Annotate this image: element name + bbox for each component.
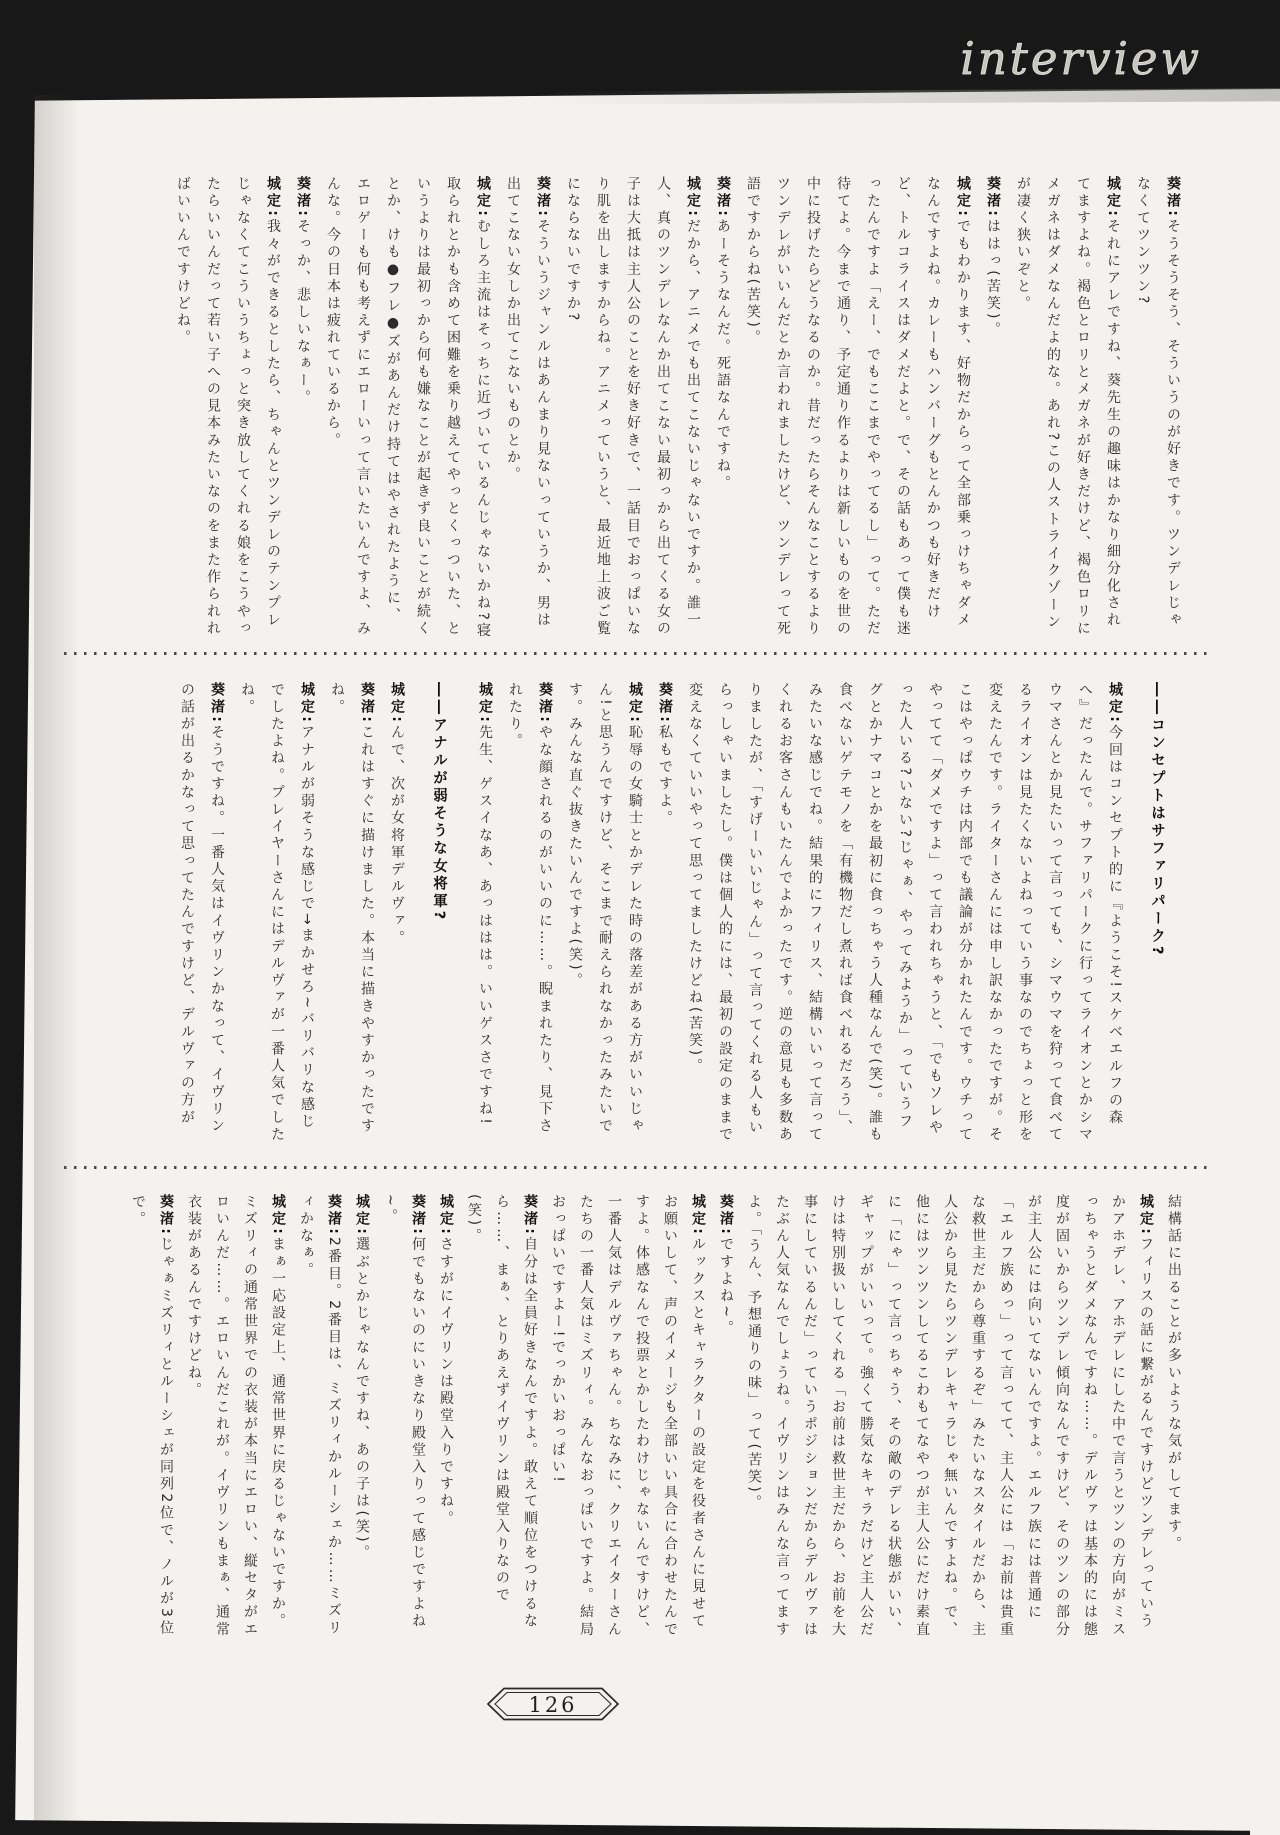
text-block-2 — [172, 682, 1188, 1147]
dialogue-paragraph: 城定:それにアレですね、葵先生の趣味はかなり細分化されてますよね。褐色とロリとメガネが好きだけど、褐色ロリにメガネはダメなんだよ的な。あれ?この人ストライクゾーンが凄く狭いぞと。 — [1015, 176, 1121, 638]
dialogue-paragraph: 葵渚:やな顔されるのがいいのに……。睨まれたり、見下されたり。 — [507, 682, 553, 1136]
speaker-label: 葵渚: — [657, 682, 673, 725]
dialogue-paragraph: 城定:さすがにイヴリンは殿堂入りですね。 — [438, 1194, 454, 1528]
page-number: 126 — [528, 1692, 578, 1717]
speaker-label: 城定: — [299, 682, 315, 725]
speaker-label: 城定: — [354, 1194, 370, 1237]
dialogue-paragraph: 葵渚:そうですね。一番人気はイヴリンかなって、イヴリンの話が出るかなって思ってたんですけど、デルヴァの方が — [179, 682, 225, 1136]
dialogue-paragraph: 葵渚:何でもないのにいきなり殿堂入りって感じですよね~。 — [382, 1194, 426, 1631]
speaker-label: 葵渚: — [718, 1194, 734, 1237]
speaker-label: 城定: — [438, 1194, 454, 1237]
interview-header: interview — [960, 32, 1202, 85]
dialogue-paragraph: 城定:今回はコンセプト的に『ようこそ!スケベエルフの森へ』だったんで。サファリパークに行ってライオンとかシマウマさんとか見たいって言っても、シマウマを狩って食べてるライオンは見たくないよねっていう事なのでちょっと形を変えたんです。ライターさんには申し訳なかったですが。そこはやっぱウチは内部でも議論が分かれたんです。ウチってやってて「ダメですよ」って言われちゃうと、「でもソレやった人いる?いない?じゃぁ、やってみようか」っていうフグとかナマコとかを最初に食っちゃう人種なんで(笑)。誰も食べないゲテモノを「有機物だし煮れば食べれるだろう」、みたいな感じでね。結果的にフィリス、結構いいって言ってくれるお客さんもいたんでよかったです。逆の意見も多数ありましたが、「すげーいいじゃん」って言ってくれる人もいらっしゃいましたし。僕は個人的には、最初の設定のままで変えなくていいやって思ってましたけどね(苦笑)。 — [687, 682, 1123, 1144]
dialogue-paragraph: 城定:でもわかります、好物だからって全部乗っけちゃダメなんですよね。カレーもハンバーグもとんかつも好きだけど、トルコライスはダメだよと。で、その話もあって僕も迷ったんですよ「えー、でもここまでやってるし」って。ただ待てよ。今まで通り、予定通り作るよりは新しいものを世の中に投げたらどうなるのか。昔だったらそんなことするよりツンデレがいいんだとか言われましたけど、ツンデレって死語ですからね(苦笑)。 — [745, 176, 971, 638]
speaker-label: 城定: — [1107, 682, 1123, 725]
dialogue-paragraph: 城定:むしろ主流はそっちに近づいているんじゃないかね?寝取られとかも含めて困難を乗り越えてやっとくっついた、というよりは最初っから何も嫌なことが起きず良いことが続くとか、けも●フレ●ズがあんだけ持てはやされたように、エロゲーも何も考えずにエローいって言いたいんですよ、みんな。今の日本は疲れているから。 — [325, 176, 491, 640]
dialogue-paragraph: 城定:我々ができるとしたら、ちゃんとツンデレのテンプレじゃなくてこういうちょっと突き放してくれる娘をこうやったらいいんだって若い子への見本みたいなのをまた作られればいいんですけどね。 — [175, 176, 281, 638]
speaker-label: 葵渚: — [326, 1194, 342, 1237]
dialogue-paragraph: 葵渚:これはすぐに描けました。本当に描きやすかったですね。 — [329, 682, 375, 1136]
dialogue-paragraph: 葵渚:ですよね~。 — [718, 1194, 734, 1338]
speaker-label: 城定: — [1138, 1194, 1154, 1237]
dialogue-paragraph: 城定:ルックスとキャラクターの設定を役者さんに見せてお願いして、声のイメージも全部いい具合に合わせたんですよ。体感なんで投票とかしたわけじゃないんですけど、一番人気はデルヴァちゃん。ちなみに、クリエイターさんたちの一番人気はミズリィ。みんなおっぱいですよ。結局おっぱいですよー!でっかいおっぱい! — [550, 1194, 706, 1639]
speaker-label: 葵渚: — [295, 176, 311, 219]
section-heading: ――コンセプトはサファリパーク? — [1149, 682, 1165, 958]
speaker-label: 葵渚: — [537, 682, 553, 725]
speaker-label: 葵渚: — [158, 1194, 174, 1237]
dialogue-paragraph: 葵渚:そういうジャンルはあんまり見ないっていうか、男は出てこない女しか出てこないものとか。 — [505, 176, 551, 630]
speaker-label: 城定: — [477, 682, 493, 725]
dialogue-paragraph: 城定:フィリスの話に繋がるんですけどツンデレっていうかアホデレ、アホデレにした中で言うとツンの方向がミスっちゃうとダメなんですね……。デルヴァは基本的には態度が固いからツンデレ傾向なんですけど、そのツンの部分が主人公には向いてないんですよ。エルフ族には普通に「エルフ族めっ」って言ってて、主人公には「お前は貴重な救世主だから尊重するぞ」みたいなスタイルだから、主人公から見たらツンデレキャラじゃ無いんですよね。で、他にはツンツンしてるこわもてなやつが主人公にだけ素直に「にゃ」って言っちゃう、その敵のデレる状態がいい、ギャップがいいって。強くて勝気なキャラだけど主人公だけは特別扱いしてくれる「お前は救世主だから、お前を大事にしているんだ」っていうポジションだからデルヴァはたぶん人気なんでしょうね。イヴリンはみんな言ってますよ。「うん、予想通りの味」って(苦笑)。 — [746, 1194, 1154, 1639]
dialogue-paragraph: 葵渚:そうそうそう、そういうのが好きです。ツンデレじゃなくてツンツン? — [1135, 176, 1181, 630]
dialogue-paragraph: 城定:アナルが弱そうな感じで→まかせろ~バリバリな感じでしたよね。プレイヤーさんにはデルヴァが一番人気でしたね。 — [239, 682, 315, 1144]
speaker-label: 葵渚: — [535, 176, 551, 219]
dialogue-paragraph: 葵渚:自分は全員好きなんですよ。敢えて順位をつけるなら……、まぁ、とりあえずイヴリンは殿堂入りなので(笑)。 — [466, 1194, 538, 1631]
dotted-divider-1 — [64, 652, 1207, 655]
speaker-label: 城定: — [1105, 176, 1121, 219]
speaker-label: 城定: — [690, 1194, 706, 1237]
speaker-label: 葵渚: — [715, 176, 731, 219]
speaker-label: 葵渚: — [1165, 176, 1181, 219]
dialogue-paragraph: 城定:選ぶとかじゃなんですね、あの子は(笑)。 — [354, 1194, 370, 1562]
speaker-label: 葵渚: — [522, 1194, 538, 1237]
text-block-1 — [168, 176, 1188, 641]
dialogue-paragraph: 城定:だから、アニメでも出てこないじゃないですか。誰一人、真のツンデレなんか出てこない最初っから出てくる女の子は大抵は主人公のことを好き好きで、一話目でおっぱいなり肌を出しますからね。アニメっていうと、最近地上波ご覧にならないですか? — [565, 176, 701, 638]
dialogue-paragraph: 葵渚:じゃぁミズリィとルーシェが同列2位で、ノルが3位で。 — [130, 1194, 174, 1638]
section-heading: ――アナルが弱そうな女将軍? — [431, 682, 447, 923]
dialogue-continuation: 結構話に出ることが多いような気がしてます。 — [1166, 1194, 1182, 1554]
speaker-label: 城定: — [389, 682, 405, 725]
page-gutter-shadow — [34, 95, 80, 1835]
speaker-label: 城定: — [627, 682, 643, 725]
dialogue-paragraph: 葵渚:そっか、悲しいなぁー。 — [295, 176, 311, 408]
speaker-label: 葵渚: — [410, 1194, 426, 1237]
dialogue-paragraph: 葵渚:2番目。2番目は、ミズリィかルーシェか……ミズリィかなぁ。 — [298, 1194, 342, 1638]
left-scan-border — [0, 0, 36, 1835]
speaker-label: 城定: — [475, 176, 491, 219]
dialogue-paragraph: 葵渚:あーそうなんだ。死語なんですね。 — [715, 176, 731, 493]
dialogue-paragraph: 城定:先生、ゲスイなあ、あっははは。いいゲスさですね! — [477, 682, 493, 1127]
speaker-label: 城定: — [955, 176, 971, 219]
speaker-label: 葵渚: — [359, 682, 375, 725]
bottom-scan-border — [0, 1820, 1250, 1835]
page-number-badge — [478, 1684, 628, 1724]
speaker-label: 城定: — [685, 176, 701, 219]
speaker-label: 葵渚: — [209, 682, 225, 725]
speaker-label: 葵渚: — [985, 176, 1001, 219]
dotted-divider-2 — [64, 1166, 1207, 1169]
dialogue-paragraph: 葵渚:ははっ(苦笑)。 — [985, 176, 1001, 339]
dialogue-paragraph: 城定:んで、次が女将軍デルヴァ。 — [389, 682, 405, 948]
dialogue-paragraph: 葵渚:私もですよ。 — [657, 682, 673, 828]
speaker-label: 城定: — [270, 1194, 286, 1237]
scan-smudge — [540, 88, 1280, 104]
text-block-3 — [124, 1194, 1188, 1641]
dialogue-paragraph: 城定:まぁ一応設定上、通常世界に戻るじゃないですか。ミズリィの通常世界での衣装が本当にエロい、縦セタがエロいんだ……。エロいんだこれが。イヴリンもまぁ、通常衣装があるんですけどね。 — [186, 1194, 286, 1639]
dialogue-paragraph: 城定:恥辱の女騎士とかデレた時の落差がある方がいいじゃん!と思うんですけど、そこまで耐えられなかったみたいです。みんな直ぐ抜きたいんですよ(笑)。 — [567, 682, 643, 1136]
speaker-label: 城定: — [265, 176, 281, 219]
